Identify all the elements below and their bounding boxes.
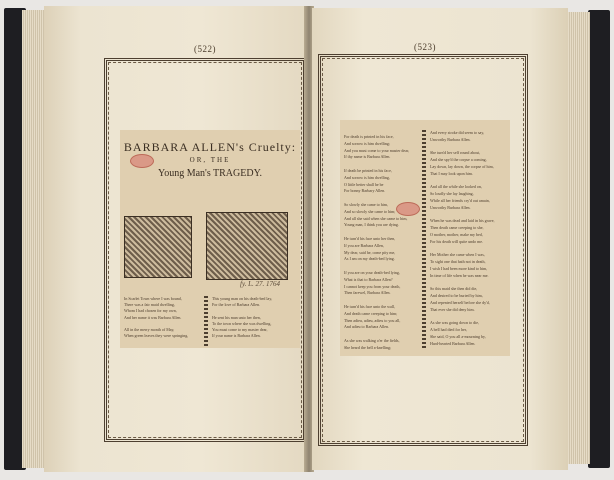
verse-line: What is that to Barbara Allen? xyxy=(344,276,393,282)
verse-line: As I am on my death-bed lying. xyxy=(344,256,395,262)
verse-line: A bell had died for her, xyxy=(430,327,467,333)
verse-line: She turn'd her self round about, xyxy=(430,150,481,156)
verse-line: Unworthy Barbara Allen. xyxy=(430,204,471,210)
verse-line xyxy=(430,212,508,219)
verse-line: As she was walking o'er the fields, xyxy=(344,337,400,343)
verse-line: Whom I had chosen for my own, xyxy=(124,308,177,314)
verse-line: Then adieu, adieu, adieu to you all, xyxy=(344,317,401,323)
verse-line: And you must come to your master dear, xyxy=(344,147,410,153)
verse-line: There was a fair maid dwelling, xyxy=(124,302,175,308)
verse-line xyxy=(344,297,420,304)
verse-line xyxy=(344,229,420,236)
verse-line: You must come to my master dear, xyxy=(212,327,268,333)
right-page-number: (523) xyxy=(414,42,436,52)
verse-line: In Scarlet Town where I was bound, xyxy=(124,296,182,301)
verse-line: And adieu to Barbara Allen. xyxy=(344,324,389,330)
verse-line xyxy=(430,314,508,321)
verse-line xyxy=(430,246,508,253)
column-divider-ornament xyxy=(422,130,426,350)
left-page-number: (522) xyxy=(194,44,216,54)
verse-line: Then death came creeping to she, xyxy=(430,225,484,231)
woodcut-illustration-left xyxy=(124,216,192,278)
verse-line: And she spy'd the corpse a coming, xyxy=(430,157,487,163)
verse-line: For the love of Barbara Allen. xyxy=(212,302,260,308)
verse-line xyxy=(430,178,508,185)
verse-line: And sorrow is him dwelling; xyxy=(344,140,390,146)
verse-line xyxy=(344,331,420,338)
verse-line: Lay down, lay down, the corpse of him, xyxy=(430,163,494,169)
verse-line: And repented herself before she dy'd, xyxy=(430,299,490,305)
verse-line: To sight one that hath not in death, xyxy=(430,259,486,265)
verse-line: For death is printed in his face, xyxy=(344,134,394,139)
verse-line: O mother, mother, make my bed, xyxy=(430,231,483,237)
verse-line: And all the while she looked on, xyxy=(430,184,482,190)
verse-line: For bonny Barbary Allen. xyxy=(344,188,386,194)
ballad-text-column-3 xyxy=(344,134,420,352)
verse-line: That I may look upon him. xyxy=(430,170,473,176)
verse-line: If you are Barbara Allen, xyxy=(344,242,384,248)
verse-line xyxy=(344,263,420,270)
verse-line: And sorrow is him dwelling, xyxy=(344,174,390,180)
verse-line xyxy=(430,144,508,151)
broadside-sheet xyxy=(120,130,300,348)
verse-line: This young man on his death-bed lay, xyxy=(212,296,273,301)
right-page xyxy=(312,8,568,470)
verse-line: Then farewel, Barbara Allen. xyxy=(344,290,391,296)
ballad-title: BARBARA ALLEN's Cruelty: xyxy=(123,140,297,154)
verse-line: O little better shall he be xyxy=(344,181,384,187)
verse-line: So this maid she then did die, xyxy=(430,286,478,292)
verse-line xyxy=(344,161,420,168)
verse-line: She said, O you all a-mourning by, xyxy=(430,333,486,339)
verse-line: And all she said when she came to him, xyxy=(344,215,408,221)
verse-line: And so slowly she came to him; xyxy=(344,208,396,214)
verse-line: Her Mother she came when I was, xyxy=(430,252,485,258)
verse-line: When he was dead and laid in his grave, xyxy=(430,218,495,224)
verse-line: Unworthy Barbara Allen. xyxy=(430,136,471,142)
verse-line: That ever she did deny him. xyxy=(430,306,475,312)
handwritten-annotation: fy. L. 27. 1764 xyxy=(240,280,281,288)
left-page-edges xyxy=(22,10,46,468)
verse-line: To the town where she was dwelling, xyxy=(212,320,272,326)
verse-line: And her name it was Barbara Allen. xyxy=(124,314,182,320)
verse-line: And every stroke did seem to say, xyxy=(430,130,485,135)
verse-line: And desired to be buried by him, xyxy=(430,293,483,299)
verse-line: He turn'd his face unto the wall, xyxy=(344,303,396,309)
column-divider-ornament xyxy=(204,296,208,346)
verse-line: If death be printed in his face, xyxy=(344,167,392,173)
right-page-edges xyxy=(566,12,590,464)
verse-line: I cannot keep you from your death, xyxy=(344,283,401,289)
verse-line: He sent his man unto her then, xyxy=(212,314,261,320)
ballad-text-column-4 xyxy=(430,130,508,348)
verse-line: While all her friends cry'd out amain, xyxy=(430,197,490,203)
ballad-text-column-1 xyxy=(124,296,200,339)
ballad-text-column-2 xyxy=(212,296,292,339)
ballad-subtitle-connector: OR, THE xyxy=(189,156,231,164)
verse-line: If your name is Barbara Allen. xyxy=(212,333,261,339)
woodcut-illustration-right xyxy=(206,212,288,280)
verse-line: Hard-hearted Barbara Allen. xyxy=(430,340,476,346)
verse-line xyxy=(344,195,420,202)
verse-line: So loudly she lay laughing, xyxy=(430,191,474,197)
verse-line: As she was going down to die, xyxy=(430,320,479,326)
verse-line: And death came creeping to him; xyxy=(344,310,398,316)
verse-line: In time of life when he was near me. xyxy=(430,272,489,278)
verse-line: Young man, I think you are dying. xyxy=(344,222,399,228)
ballad-subtitle: Young Man's TRAGEDY. xyxy=(157,168,263,179)
right-binding xyxy=(588,10,610,468)
verse-line: She heard the bell a-knelling; xyxy=(344,344,392,350)
verse-line: If thy name is Barbara Allen. xyxy=(344,154,391,160)
verse-line: All in the merry month of May, xyxy=(124,327,175,333)
verse-line: When green leaves they were springing, xyxy=(124,333,189,339)
left-page xyxy=(44,6,306,472)
verse-line: For his death will quite undo me. xyxy=(430,238,483,244)
verse-line: He turn'd his face unto her then, xyxy=(344,235,396,241)
verse-line: If you are on your death-bed lying, xyxy=(344,269,400,275)
verse-line: My dear, said he, come pity me, xyxy=(344,249,396,255)
verse-line: So slowly she came to him, xyxy=(344,201,388,207)
verse-line: I wish I had been more kind to him, xyxy=(430,265,488,271)
verse-line xyxy=(430,280,508,287)
broadside-sheet-continued xyxy=(340,120,510,356)
